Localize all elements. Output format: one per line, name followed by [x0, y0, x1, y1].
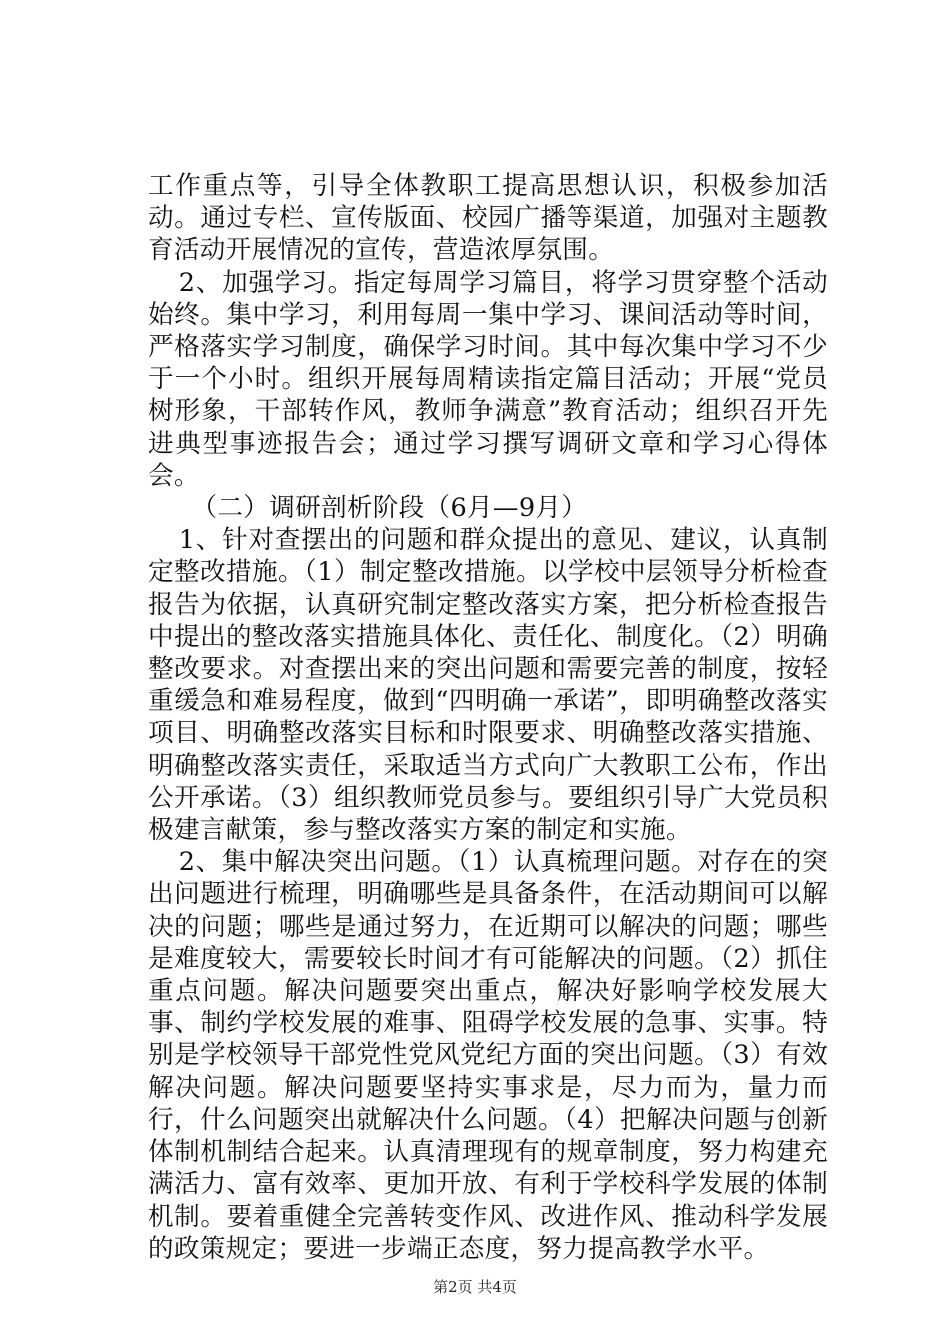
paragraph-strengthen-learning: 2、加强学习。指定每周学习篇目，将学习贯穿整个活动始终。集中学习，利用每周一集中学习、课间活动等时间，严格落实学习制度，确保学习时间。其中每次集中学习不少于一个小时。组织开展每周精读指定篇目活动；开展“党员树形象，干部转作风，教师争满意”教育活动；组织召开先进典型事迹报告会；通过学习撰写调研文章和学习心得体会。	[148, 267, 828, 491]
section-heading-research-phase: （二）调研剖析阶段（6月—9月）	[191, 493, 588, 524]
paragraph-solve-problems: 2、集中解决突出问题。（1）认真梳理问题。对存在的突出问题进行梳理，明确哪些是具备条件，在活动期间可以解决的问题；哪些是通过努力，在近期可以解决的问题；哪些是难度较大，需要较长时间才有可能解决的问题。（2）抓住重点问题。解决问题要突出重点，解决好影响学校发展大事、制约学校发展的难事、阻碍学校发展的急事、实事。特别是学校领导干部党性党风党纪方面的突出问题。（3）有效解决问题。解决问题要坚持实事求是，尽力而为，量力而行，什么问题突出就解决什么问题。（4）把解决问题与创新体制机制结合起来。认真清理现有的规章制度，努力构建充满活力、富有效率、更加开放、有利于学校科学发展的体制机制。要着重健全完善转变作风、改进作风、推动科学发展的政策规定；要进一步端正态度，努力提高教学水平。	[148, 847, 828, 1264]
paragraph-rectification-measures: 1、针对查摆出的问题和群众提出的意见、建议，认真制定整改措施。（1）制定整改措施。以学校中层领导分析检查报告为依据，认真研究制定整改落实方案，把分析检查报告中提出的整改落实措施具体化、责任化、制度化。（2）明确整改要求。对查摆出来的突出问题和需要完善的制度，按轻重缓急和难易程度，做到“四明确一承诺”，即明确整改落实项目、明确整改落实目标和时限要求、明确整改落实措施、明确整改落实责任，采取适当方式向广大教职工公布，作出公开承诺。（3）组织教师党员参与。要组织引导广大党员积极建言献策，参与整改落实方案的制定和实施。	[148, 525, 828, 846]
paragraph-continuation: 工作重点等，引导全体教职工提高思想认识，积极参加活动。通过专栏、宣传版面、校园广播等渠道，加强对主题教育活动开展情况的宣传，营造浓厚氛围。	[148, 171, 828, 266]
document-body	[148, 170, 828, 1265]
page-number-footer: 第2页 共4页	[433, 1278, 517, 1296]
